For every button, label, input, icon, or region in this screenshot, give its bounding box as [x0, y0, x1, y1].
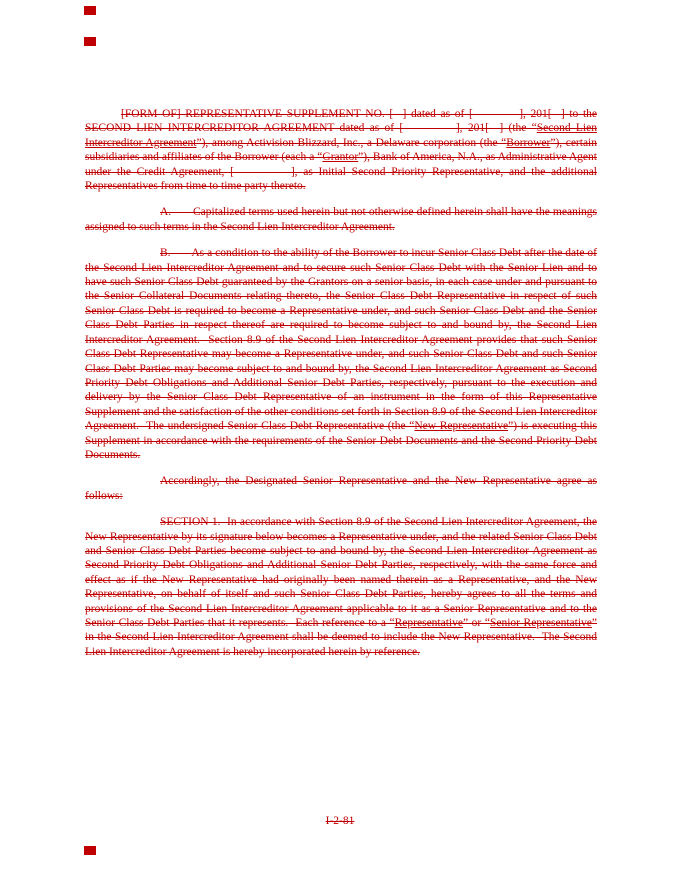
text-run: ”) is executing this Supplement in accordance with the requirements of the Senior Debt Documents and the Second Priority Debt Documents.: [85, 420, 597, 461]
paragraph-section-1: [85, 515, 597, 659]
deleted-object-marker: [84, 6, 96, 15]
paragraph-recital-a: [85, 205, 597, 234]
text-run: SECTION 1. In accordance with Section 8.9 of the Second Lien Intercreditor Agreement, the New Representative by its signature below becomes a Representative under, and the related Senior Class Debt and Senior Class Debt Parties become subject to and bound by, the Second Lien Intercreditor Agreement as Second Priority Debt Obligations and Additional Senior Debt Parties, respectively, with the same force and effect as if the New Representative had originally been named therein as a Representative, and the New Representative, on behalf of itself and such Senior Class Debt Parties, hereby agrees to all the terms and provisions of the Second Lien Intercreditor Agreement applicable to it as a Senior Representative and to the Senior Class Debt Parties that it represents. Each reference to a “: [85, 516, 597, 629]
defined-term: Representative: [394, 617, 463, 629]
defined-term: Borrower: [506, 136, 551, 149]
defined-term: Second Lien Intercreditor Agreement: [85, 122, 597, 149]
text-run: ”), among Activision Blizzard, Inc., a Delaware corporation (the “: [196, 136, 507, 149]
defined-term: Senior Representative: [489, 617, 592, 629]
text-run: B. As a condition to the ability of the Borrower to incur Senior Class Debt after the date of the Second Lien Intercreditor Agreement and to secure such Senior Class Debt with the Senior Lien and to have such Senior Class Debt guaranteed by the Grantors on a senior basis, in each case under and pursuant to the Senior Collateral Documents relating thereto, the Senior Class Debt Representative in respect of such Senior Class Debt is required to become a Representative under, and such Senior Class Debt and the Senior Class Debt Parties in respect thereof are required to become subject to and bound by, the Second Lien Intercreditor Agreement. Section 8.9 of the Second Lien Intercreditor Agreement provides that such Senior Class Debt Representative may become a Representative under, and such Senior Class Debt and such Senior Class Debt Parties may become subject to and bound by, the Second Lien Intercreditor Agreement as Second Priority Debt Obligations and Additional Senior Debt Parties, respectively, pursuant to the execution and delivery by the Senior Class Debt Representative of an instrument in the form of this Representative Supplement and the satisfaction of the other conditions set forth in Section 8.9 of the Second Lien Intercreditor Agreement. The undersigned Senior Class Debt Representative (the “: [85, 247, 597, 433]
deleted-object-marker: [84, 846, 96, 855]
paragraph-intro: [85, 107, 597, 193]
text-run: ” in the Second Lien Intercreditor Agreement shall be deemed to include the New Representative. The Second Lien Intercreditor Agreement is hereby incorporated herein by reference.: [85, 617, 598, 658]
text-run: [FORM OF] REPRESENTATIVE SUPPLEMENT NO. [ ] dated as of [ ], 201[ ] to the SECOND LIEN INTERCREDITOR AGREEMENT dated as of [ ], 201[ ] (the “: [85, 108, 597, 135]
defined-term: New Representative: [414, 420, 509, 433]
page-number: I-2-81: [325, 815, 355, 827]
text-run: Accordingly, the Designated Senior Representative and the New Representative agree as follows:: [85, 475, 597, 502]
text-run: ” or “: [462, 617, 490, 629]
deleted-object-marker: [84, 37, 96, 46]
paragraph-recital-b: [85, 246, 597, 462]
text-run: A. Capitalized terms used herein but not otherwise defined herein shall have the meanings assigned to such terms in the Second Lien Intercreditor Agreement.: [85, 206, 597, 233]
defined-term: Grantor: [322, 151, 359, 164]
text-run: ”), Bank of America, N.A., as Administrative Agent under the Credit Agreement, [ ], as Initial Second Priority Representative, and the additional Representatives from time to time party thereto.: [85, 151, 597, 193]
paragraph-accordingly: [85, 474, 597, 503]
text-run: ”), certain subsidiaries and affiliates of the Borrower (each a “: [85, 136, 598, 164]
document-body: [85, 107, 597, 671]
